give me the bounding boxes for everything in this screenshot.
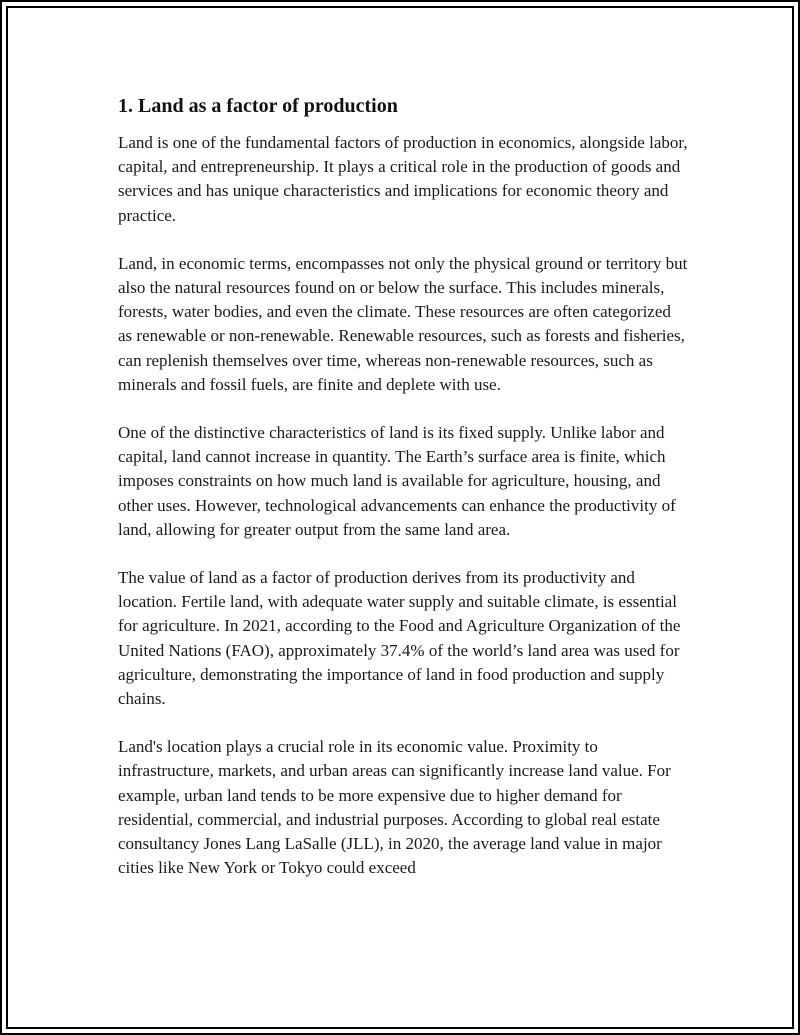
- document-body: [118, 93, 688, 904]
- paragraph-location: Land's location plays a crucial role in its economic value. Proximity to infrastructure, markets, and urban areas can significantly increase land value. For example, urban land tends to be more expensive due to higher demand for residential, commercial, and industrial purposes. According to global real estate consultancy Jones Lang LaSalle (JLL), in 2020, the average land value in major cities like New York or Tokyo could exceed: [118, 737, 671, 878]
- paragraph-definition: Land, in economic terms, encompasses not only the physical ground or territory but also the natural resources found on or below the surface. This includes minerals, forests, water bodies, and even the climate. These resources are often categorized as renewable or non-renewable. Renewable resources, such as forests and fisheries, can replenish themselves over time, whereas non-renewable resources, such as minerals and fossil fuels, are finite and deplete with use.: [118, 253, 688, 394]
- section-heading: 1. Land as a factor of production: [118, 95, 398, 117]
- paragraph-introduction: Land is one of the fundamental factors of production in economics, alongside labor, capital, and entrepreneurship. It plays a critical role in the production of goods and services and has unique characteristics and implications for economic theory and practice.: [118, 133, 688, 225]
- paragraph-fixed-supply: One of the distinctive characteristics of land is its fixed supply. Unlike labor and capital, land cannot increase in quantity. The Earth’s surface area is finite, which imposes constraints on how much land is available for agriculture, housing, and other uses. However, technological advancements can enhance the productivity of land, allowing for greater output from the same land area.: [118, 423, 676, 539]
- paragraph-value: The value of land as a factor of production derives from its productivity and location. Fertile land, with adequate water supply and suitable climate, is essential for agriculture. In 2021, according to the Food and Agriculture Organization of the United Nations (FAO), approximately 37.4% of the world’s land area was used for agriculture, demonstrating the importance of land in food production and supply chains.: [118, 568, 681, 709]
